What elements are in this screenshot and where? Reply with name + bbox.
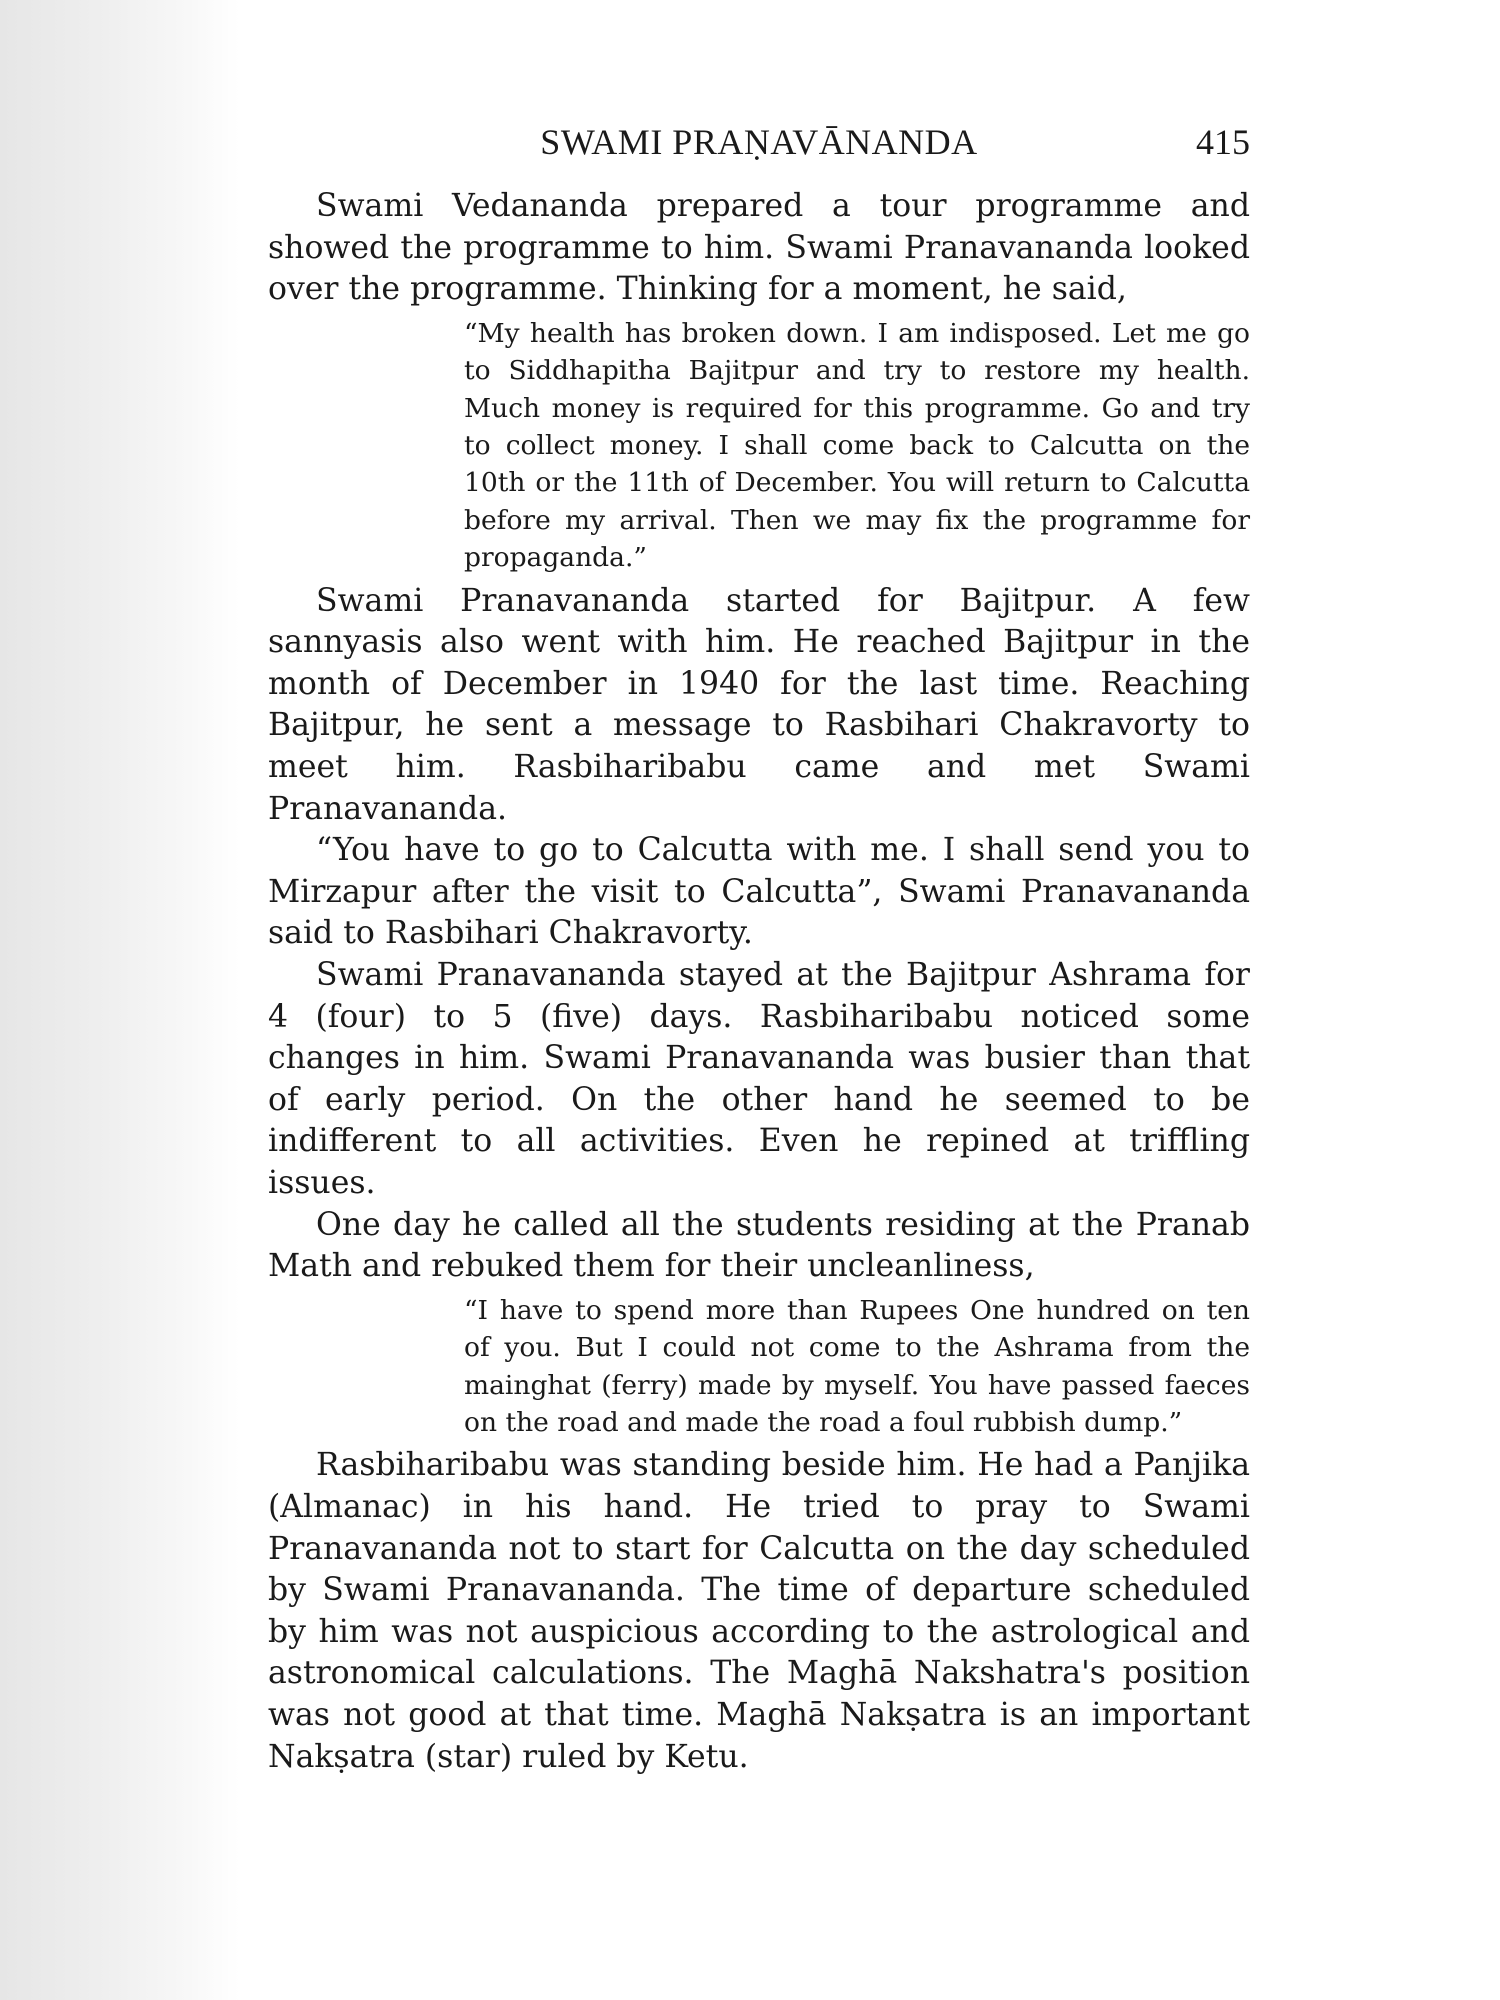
paragraph-3: “You have to go to Calcutta with me. I shall send you to Mirzapur after the visit to Calcutta”, Swami Pranavananda said to Rasbihari Chakravorty. [268,832,1250,952]
binding-gutter-shadow [0,0,240,2000]
book-page [268,118,1250,1978]
paragraph-5: One day he called all the students residing at the Pranab Math and rebuked them for their uncleanliness, [268,1206,1250,1285]
paragraph-2: Swami Pranavananda started for Bajitpur. A few sannyasis also went with him. He reached Bajitpur in the month of December in 1940 for the last time. Reaching Bajitpur, he sent a message to Rasbihari Chakravorty to meet him. Rasbiharibabu came and met Swami Pranavananda. [268,582,1250,827]
running-title: SWAMI PRAṆAVĀNANDA [540,122,978,162]
paragraph-4: Swami Pranavananda stayed at the Bajitpur Ashrama for 4 (four) to 5 (five) days. Rasbiharibabu noticed some changes in him. Swami Pranavananda was busier than that of early period. On the other hand he seemed to be indifferent to all activities. Even he repined at triffling issues. [268,956,1250,1201]
paragraph-1: Swami Vedananda prepared a tour programme and showed the programme to him. Swami Pranavananda looked over the programme. Thinking for a moment, he said, [268,188,1250,308]
page-number: 415 [1196,122,1250,162]
block-quote-1: “My health has broken down. I am indisposed. Let me go to Siddhapitha Bajitpur and try to restore my health. Much money is required for this programme. Go and try to collect money. I shall come back to Calcutta on the 10th or the 11th of December. You will return to Calcutta before my arrival. Then we may fix the programme for propaganda.” [464,317,1250,574]
block-quote-2: “I have to spend more than Rupees One hundred on ten of you. But I could not come to the Ashrama from the mainghat (ferry) made by myself. You have passed faeces on the road and made the road a foul rubbish dump.” [464,1294,1250,1438]
paragraph-6: Rasbiharibabu was standing beside him. He had a Panjika (Almanac) in his hand. He tried to pray to Swami Pranavananda not to start for Calcutta on the day scheduled by Swami Pranavananda. The time of departure scheduled by him was not auspicious according to the astrological and astronomical calculations. The Maghā Nakshatra's position was not good at that time. Maghā Nakṣatra is an important Nakṣatra (star) ruled by Ketu. [268,1447,1250,1775]
page-header [268,118,1250,180]
